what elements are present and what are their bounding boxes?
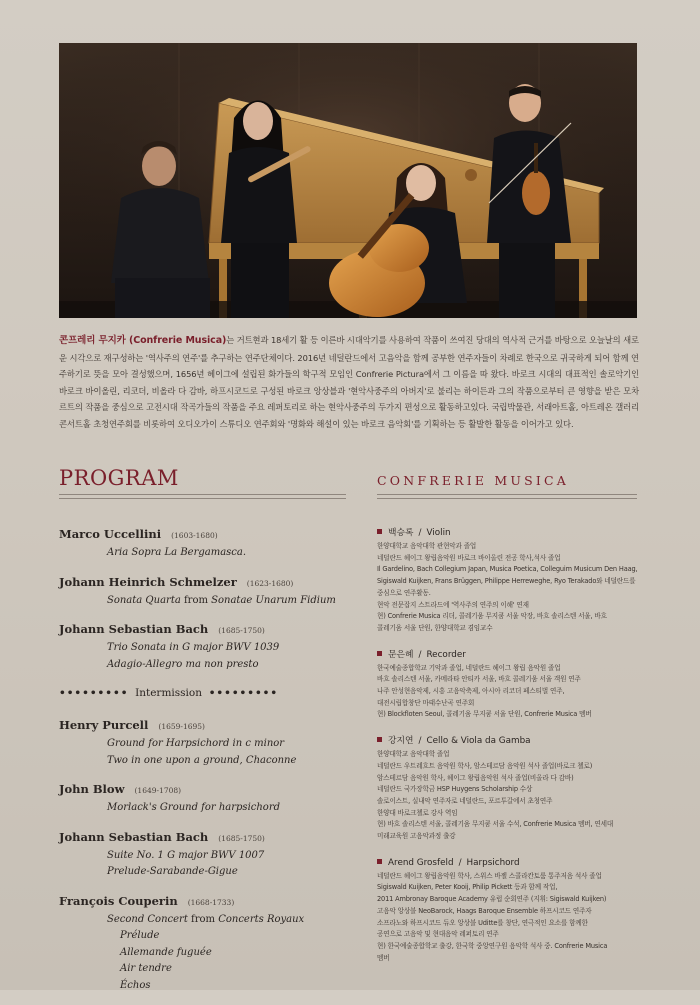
intermission-dots: ••••••••• [59,687,129,699]
composer-name: Marco Uccellini (1603-1680) [59,527,218,541]
square-bullet-icon [377,529,382,534]
program-entry [59,892,359,995]
work-movement: Prélude [120,930,160,941]
member-instrument: Harpsichord [466,857,520,868]
intermission-label: Intermission [135,687,202,699]
member-name: 문은혜 [388,649,414,660]
work-title: Second Concert from Concerts Royaux [107,913,305,925]
program-divider [59,498,346,499]
composer-years: (1668-1733) [187,897,235,907]
program-entry [59,525,359,562]
member-header: 강지연 / Cello & Viola da Gamba [377,733,642,749]
member-bio: 네덜란드 헤이그 왕립음악원 학사, 스위스 바젤 스콜라칸토룸 통주저음 석사 졸업 Sigiswald Kuijken, Peter Kooij, Philip Pickett 등과 함께 작업, 2011 Ambronay Baroque Academy 유럽 순회연주 (지휘: Sigiswald Kuijken) 고음악 앙상블 NeoBarock, Haags Baroque Ensemble 하프시코드 연주자 소프라노와 하프시코드 듀오 앙상블 Uditte를 창단, 연극적인 요소를 함께한 공연으로 고음악 및 현대음악 레퍼토리 연주 현) 한국예술종합학교 출강, 한국학 중앙연구원 음악학 석사 중. Confrerie Musica 멤버 [377,871,608,962]
intermission-dots: ••••••••• [208,687,279,699]
intro-ensemble-name: 콘프레리 무지카 (Confrerie Musica) [59,335,227,346]
composer-years: (1685-1750) [218,833,265,843]
program-entry [59,716,359,769]
member-name: 백승록 [388,528,414,538]
composer-years: (1649-1708) [134,786,182,795]
ensemble-introduction [59,332,639,433]
work-title: Trio Sonata in G major BWV 1039 [107,642,280,653]
program-entry [59,620,359,673]
member-profile [377,647,642,722]
member-header: 백승록 / Violin [377,525,642,541]
member-name: 강지연 [388,736,414,747]
composer-name: François Couperin (1668-1733) [59,893,235,908]
ensemble-divider [377,498,637,499]
work-movement: Prelude-Sarabande-Gigue [107,866,238,877]
program-entry [59,573,359,610]
member-instrument: Recorder [426,649,466,660]
program-entry [59,828,359,881]
intro-line: 국립박물관, 서래아트홀, 아트레온 갤러리 콘서트홀 초청연주회를 비롯하여 오디오가이 스튜디오 연주회와 '명화와 해설이 있는 바로크 음악회'를 기획하는 등 [59,402,639,429]
member-profile [377,733,642,843]
member-profile [377,855,642,965]
intro-line: 작품으로부터 큰 영향을 받은 모차르트의 작품을 중심으로 고전시대 작곡가들의 작품을 주요 레퍼토리로 하는 현악사중주의 두가지 편성으로 활동하고있다. [59,385,640,413]
intermission [59,684,359,702]
ensemble-photo-illustration [59,43,637,318]
composer-years: (1603-1680) [171,531,218,540]
intro-line: 귀국하게 되어 함께 연주하기로 뜻을 모아 결성했으며, 1656년 헤이그에 설립된 화가들의 학구적 모임인 Confrerie Pictura에서 그 이름을 따 왔다. 바로크 [59,352,639,380]
member-list [377,525,642,976]
member-name: Arend Grosfeld [388,857,454,868]
program-entry [59,780,359,817]
ensemble-title: CONFRERIE MUSICA [377,473,570,488]
composer-years: (1623-1680) [246,578,294,588]
work-movement: Air tendre [120,963,172,974]
composer-years: (1659-1695) [158,722,205,731]
member-header: 문은혜 / Recorder [377,647,642,663]
composer-name: Johann Sebastian Bach (1685-1750) [59,622,265,636]
ensemble-divider [377,494,637,495]
work-movement: Échos [120,979,151,991]
work-title: Ground for Harpsichord in c minor [107,738,285,749]
member-bio: 한양대학교 음악대학 관현악과 졸업 네덜란드 헤이그 왕립음악원 바로크 바이올린 전공 학사,석사 졸업 Il Gardelino, Bach Collegium Japan, Musica Poetica, Colleguim Musicum Den Haag, Sigiswald Kuijken, Frans Brüggen, Philippe Herreweghe, Ryo Terakado와 네덜란드를 중심으로 연주활동. 현악 전문잡지 스트라드에 '역사주의 연주의 이해' 연재 현) Confrerie Musica 리더, 콜레기움 무지쿰 서울 악장, 바흐 솔리스텐 서울, 바흐 콜레기움 서울 단원, 한양대학교 겸임교수 [377,542,638,632]
program-list [59,525,359,1005]
member-profile [377,525,642,635]
program-title: PROGRAM [59,466,179,490]
square-bullet-icon [377,737,382,742]
member-bio: 한국예술종합학교 기악과 졸업, 네덜란드 헤이그 왕립 음악원 졸업 바흐 솔리스텐 서울, 카메라타 안티카 서울, 바흐 콜레기움 서울 객원 연주 나주 안성현음악제, 시흥 고음악축제, 아시아 리코더 페스티벌 연주, 대전시립합창단 마태수난곡 연주회 현) Blockfloten Seoul, 콜레기움 무지쿰 서울 단원, Confrerie Musica 멤버 [377,663,592,719]
work-movement: Allemande fuguée [120,946,212,958]
member-instrument: Violin [426,528,451,538]
square-bullet-icon [377,651,382,656]
composer-name: Johann Sebastian Bach (1685-1750) [59,829,265,844]
work-title: Two in one upon a ground, Chaconne [107,754,297,766]
work-title: Morlack's Ground for harpsichord [107,802,281,813]
composer-name: Johann Heinrich Schmelzer (1623-1680) [59,574,294,589]
work-title: Suite No. 1 G major BWV 1007 [107,849,265,861]
work-title: Aria Sopra La Bergamasca. [107,547,247,558]
work-title: Sonata Quarta from Sonatae Unarum Fidium [107,594,336,606]
composer-years: (1685-1750) [218,626,265,635]
program-divider [59,494,346,495]
member-header: Arend Grosfeld / Harpsichord [377,855,642,871]
composer-name: John Blow (1649-1708) [59,782,182,796]
intro-line: 시대의 대표적인 솔로악기인 바로크 바이올린, 리코더, 비올라 다 감바, 하프시코드로 구성된 바로크 앙상블과 '현악사중주의 아버지'로 불리는 하이든과 그의 [59,369,639,396]
work-movement: Adagio-Allegro ma non presto [107,658,259,670]
ensemble-photo [59,43,637,318]
square-bullet-icon [377,859,382,864]
composer-name: Henry Purcell (1659-1695) [59,718,205,732]
intro-line: 오늘날의 새로운 시각으로 재구성하는 '역사주의 연주'를 추구하는 연주단체이다. 2016년 네덜란드에서 고음악을 함께 공부한 연주자들이 차례로 한국으로 [59,335,639,363]
member-bio: 한양대학교 음악대학 졸업 네덜란드 우트레흐트 음악원 학사, 암스테르담 음악원 석사 졸업(바로크 첼로) 암스테르담 음악원 학사, 헤이그 왕립음악원 석사 졸업(비올라 다 감바) 네덜란드 국가장학금 HSP Huygens Scholarship 수상 솔로이스트, 실내악 연주자로 네덜란드, 포르투갈에서 초청연주 한양대 바로크첼로 강사 역임 현) 바흐 솔리스텐 서울, 콜레기움 무지쿰 서울 수석, Confrerie Musica 멤버, 연세대 미래교육원 고음악과정 출강 [377,750,614,841]
member-instrument: Cello & Viola da Gamba [426,736,531,747]
intro-line: 활발한 활동을 이어가고 있다. [468,418,574,429]
intro-line: 는 거트현과 18세기 활 등 이른바 시대악기를 사용하여 작품이 쓰여진 당대의 역사적 근거를 바탕으로 [226,335,587,345]
